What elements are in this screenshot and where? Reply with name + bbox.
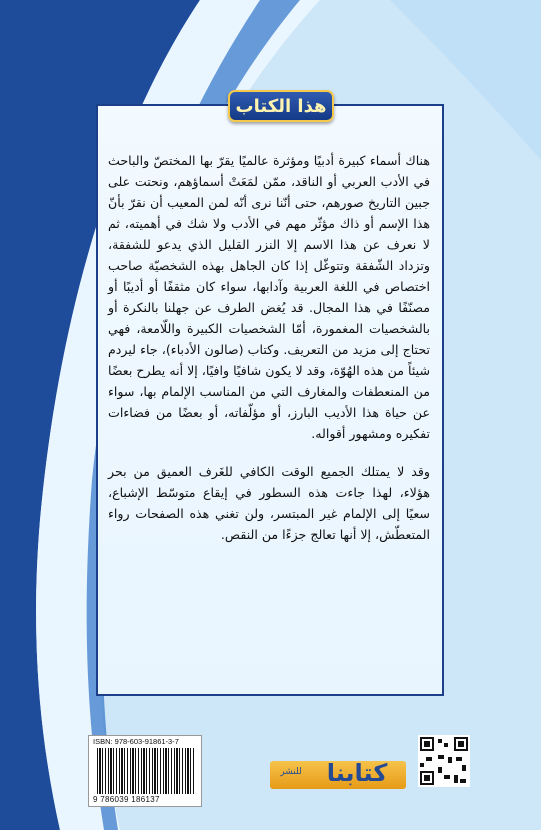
blurb-text [108,150,430,545]
qr-code [418,735,470,787]
isbn-label: ISBN: 978-603-91861-3-7 [93,737,179,746]
publisher-name: كتابنا [326,759,388,787]
isbn-barcode [88,735,202,807]
heading-banner [228,90,334,122]
publisher-tagline: للنشر [280,767,302,777]
blurb-paragraph-1: هناك أسماء كبيرة أدبيًا ومؤثرة عالميًا يقرّ بها المختصّ والباحث في الأدب العربي أو الناقد، ممّن لمَعَتْ أسماؤهم، ونحتت على جبين التاريخ صورهم، حتى أنّنا نرى أنّه لمن المعيب أن نقرّ بأنّ هذا الإسم أو ذاك مؤثّر مهم في الأدب ولا شك في أهميته، ثم لا نعرف عن هذا الاسم إلا النزر القليل الذي يدعو للشفقة، وتزداد الشّفقة وتتوغّل إذا كان الجاهل بهذه الشخصيّة صاحب اختصاص في اللغة العربية وآدابها، سواء كان مثقفًا أو أديبًا أو مصنّفًا في هذا المجال. قد يُغض الطرف عن جهلنا بالنكرة أو بالشخصيات المغمورة، أمّا الشخصيات الكبيرة واللّامعة، فهي تحتاج إلى مزيد من التعريف. وكتاب (صالون الأدباء)، جاء ليردم شيئاً من هذه الهُوّة، وقد لا يكون شافيًا وافيًا، إلا أنه يطرح بعضًا من المنعطفات والمغارف التي من المناسب الإلمام بها، سواء عن حياة هذا الأديب البارز، أو مؤلّفاته، أو بعضًا من فضاءات تفكيره ومشهور أقواله. [108,153,430,441]
barcode-bars [97,748,195,794]
barcode-number: 9 786039 186137 [93,795,160,804]
blurb-paragraph-2: وقد لا يمتلك الجميع الوقت الكافي للغَرف العميق من بحر هؤلاء، لهذا جاءت هذه السطور في إيقاع متوسّط الإشباع، سعيًا إلى الإلمام غير المبتسر، ولن تغني هذه الصفحات رواء المتعطّش، إلا أنها تعالج جزءًا من النقص. [108,464,430,542]
publisher-logo [270,757,410,793]
heading-title: هذا الكتاب [235,95,327,117]
